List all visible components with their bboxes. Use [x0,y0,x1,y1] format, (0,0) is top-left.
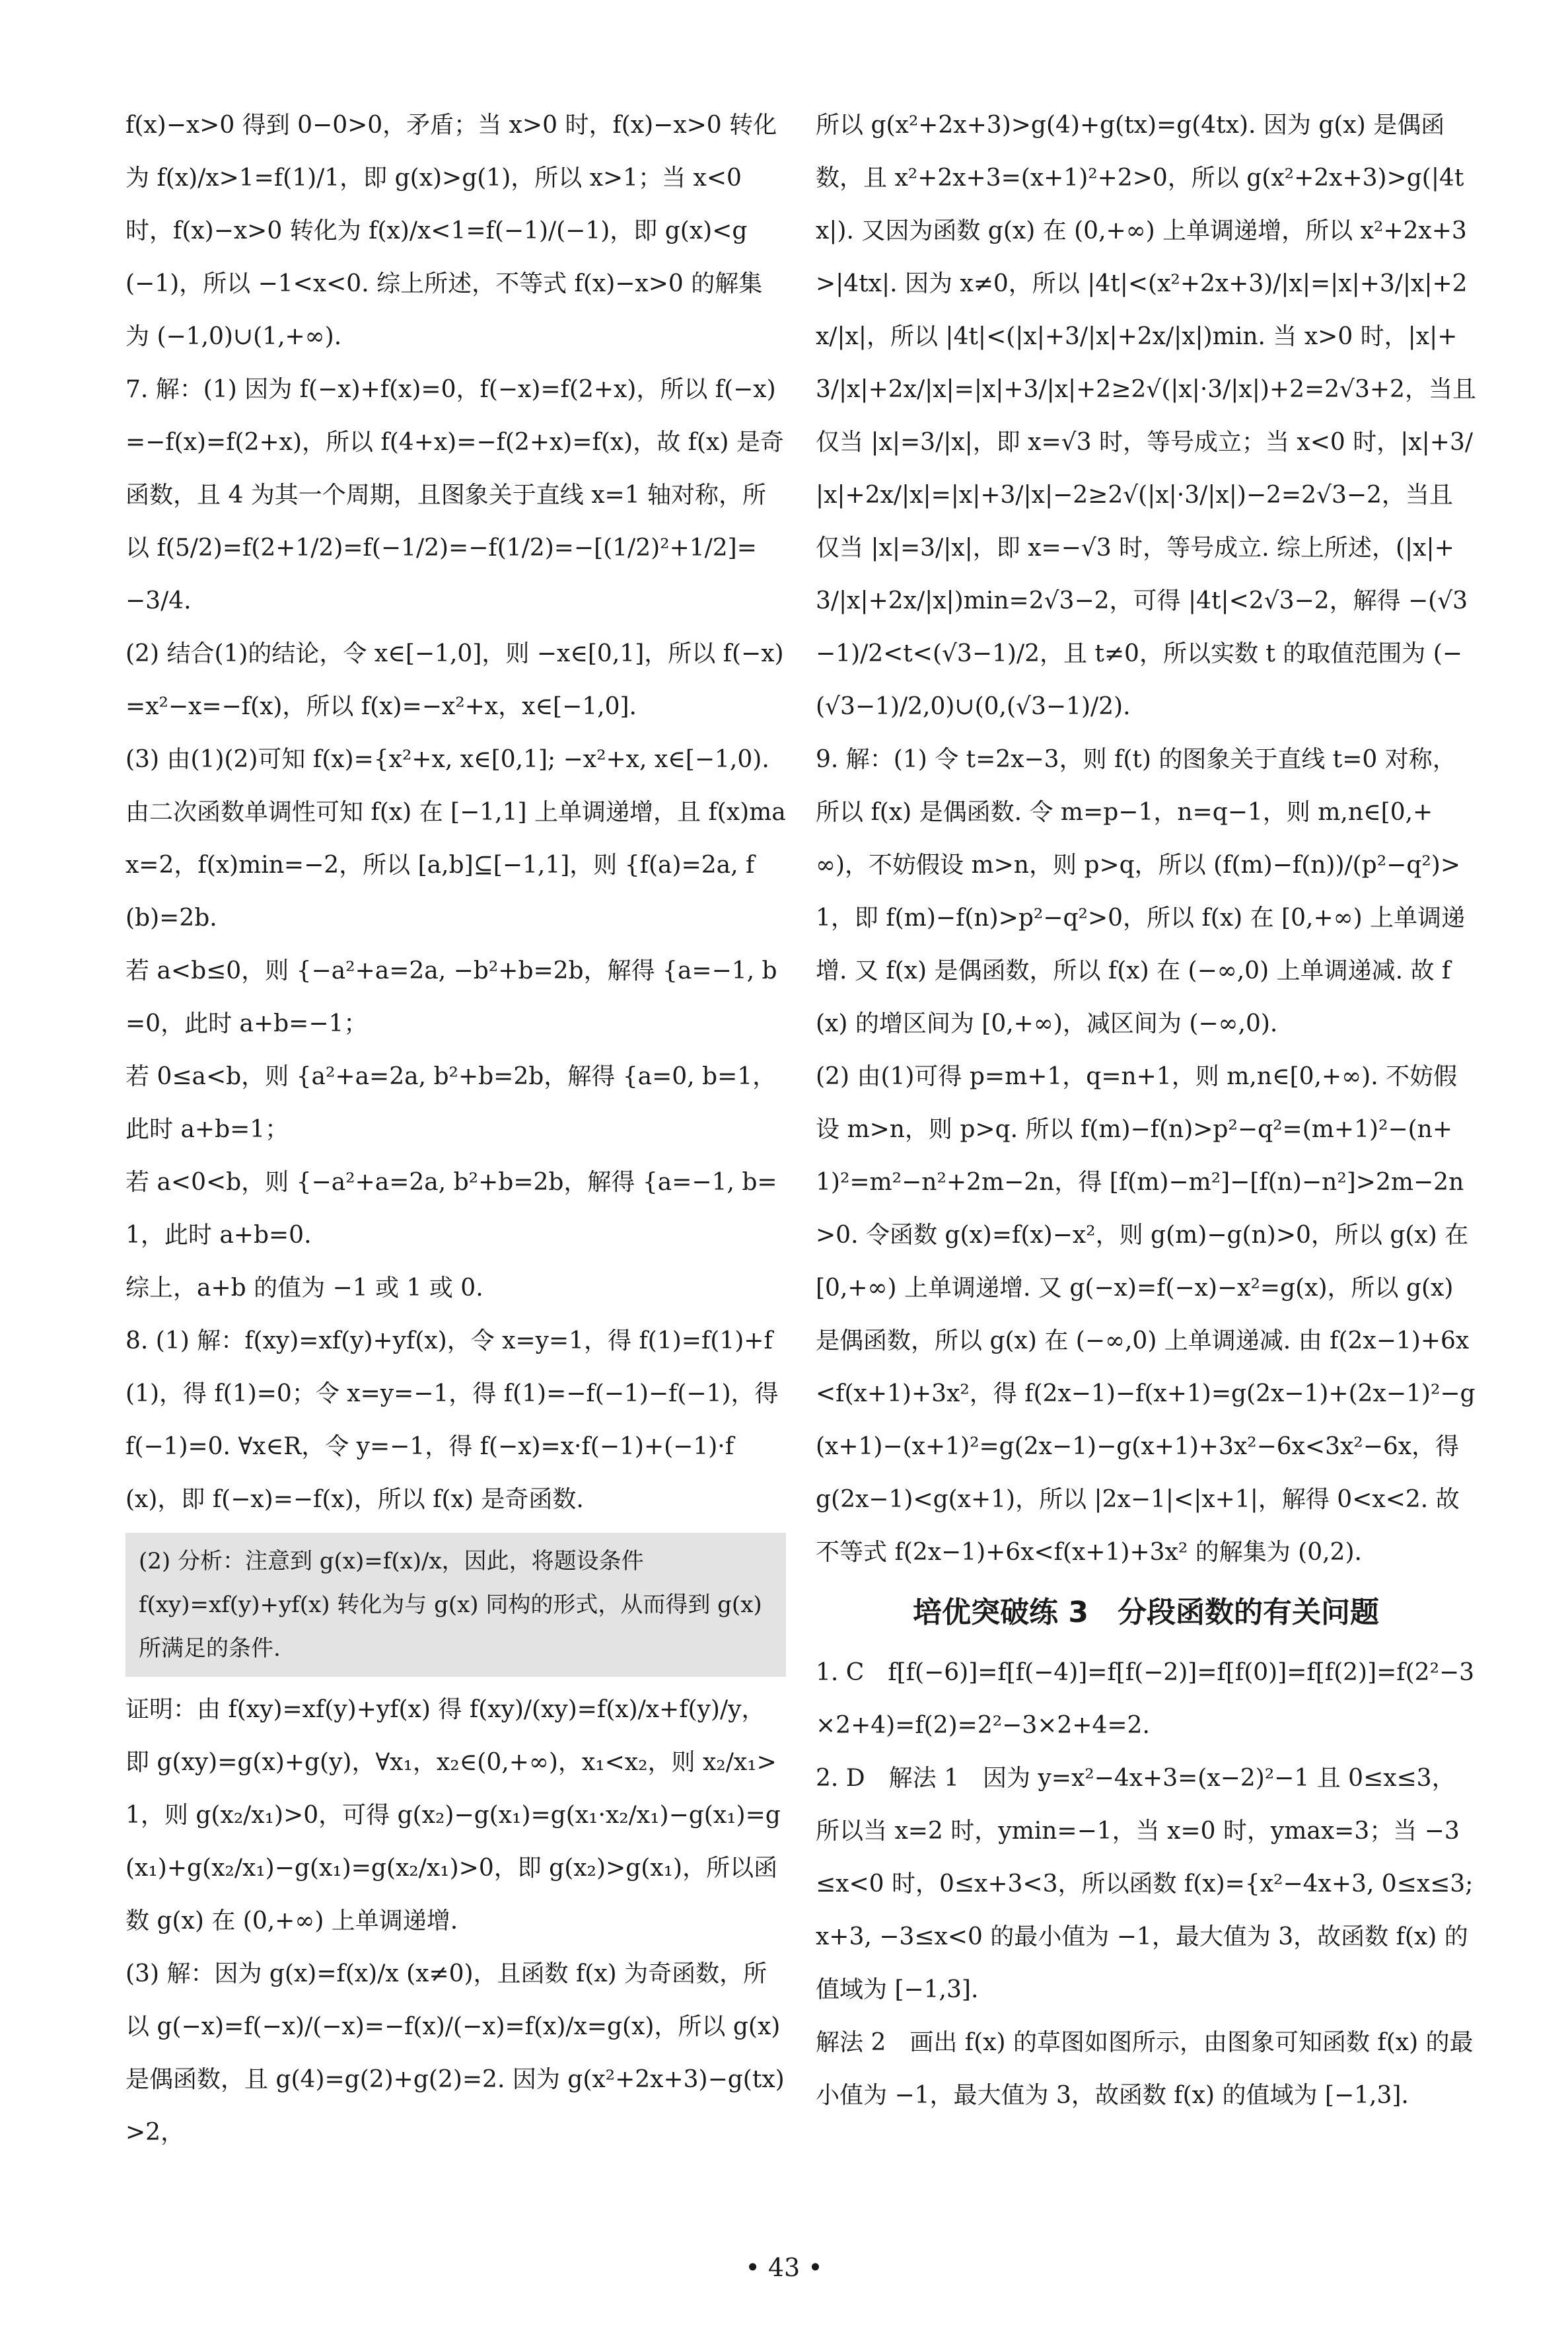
analysis-box: (2) 分析：注意到 g(x)=f(x)/x，因此，将题设条件 f(xy)=xf(y)+yf(x) 转化为与 g(x) 同构的形式，从而得到 g(x) 所满足的条件. [125,1533,786,1677]
proof-paragraph: 证明：由 f(xy)=xf(y)+yf(x) 得 f(xy)/(xy)=f(x)/x+f(y)/y，即 g(xy)=g(x)+g(y)，∀x₁，x₂∈(0,+∞)，x₁<x₂，则 x₂/x₁>1，则 g(x₂/x₁)>0，可得 g(x₂)−g(x₁)=g(x₁·x₂/x₁)−g(x₁)=g(x₁)+g(x₂/x₁)−g(x₁)=g(x₂/x₁)>0，即 g(x₂)>g(x₁)，所以函数 g(x) 在 (0,+∞) 上单调递增. [125,1696,781,1935]
paragraph: (2) 结合(1)的结论，令 x∈[−1,0]，则 −x∈[0,1]，所以 f(−x)=x²−x=−f(x)，所以 f(x)=−x²+x，x∈[−1,0]. [125,640,784,720]
problem-7: 7. 解：(1) 因为 f(−x)+f(x)=0，f(−x)=f(2+x)，所以 f(−x)=−f(x)=f(2+x)，所以 f(4+x)=−f(2+x)=f(x)，故 f(x) 是奇函数，且 4 为其一个周期，且图象关于直线 x=1 轴对称，所以 f(5/2)=f(2+1/2)=f(−1/2)=−f(1/2)=−[(1/2)²+1/2]=−3/4. [125,376,784,614]
paragraph: 所以 g(x²+2x+3)>g(4)+g(tx)=g(4tx). 因为 g(x) 是偶函数，且 x²+2x+3=(x+1)²+2>0，所以 g(x²+2x+3)>g(|4tx|). 又因为函数 g(x) 在 (0,+∞) 上单调递增，所以 x²+2x+3>|4tx|. 因为 x≠0，所以 |4t|<(x²+2x+3)/|x|=|x|+3/|x|+2x/|x|，所以 |4t|<(|x|+3/|x|+2x/|x|)min. 当 x>0 时，|x|+3/|x|+2x/|x|=|x|+3/|x|+2≥2√(|x|·3/|x|)+2=2√3+2，当且仅当 |x|=3/|x|，即 x=√3 时，等号成立；当 x<0 时，|x|+3/|x|+2x/|x|=|x|+3/|x|−2≥2√(|x|·3/|x|)−2=2√3−2，当且仅当 |x|=3/|x|，即 x=−√3 时，等号成立. 综上所述，(|x|+3/|x|+2x/|x|)min=2√3−2，可得 |4t|<2√3−2，解得 −(√3−1)/2<t<(√3−1)/2，且 t≠0，所以实数 t 的取值范围为 (−(√3−1)/2,0)∪(0,(√3−1)/2). [816,112,1476,720]
left-column [125,99,786,2159]
answer-2: 2. D 解法 1 因为 y=x²−4x+3=(x−2)²−1 且 0≤x≤3，所以当 x=2 时，ymin=−1，当 x=0 时，ymax=3；当 −3≤x<0 时，0≤x+3<3，所以函数 f(x)={x²−4x+3, 0≤x≤3; x+3, −3≤x<0 的最小值为 −1，最大值为 3，故函数 f(x) 的值域为 [−1,3]. [816,1765,1474,2003]
page-number: • 43 • [745,2253,823,2282]
paragraph: (3) 由(1)(2)可知 f(x)={x²+x, x∈[0,1]; −x²+x, x∈[−1,0). 由二次函数单调性可知 f(x) 在 [−1,1] 上单调递增，且 f(x)max=2，f(x)min=−2，所以 [a,b]⊆[−1,1]，则 {f(a)=2a, f(b)=2b. [125,746,786,932]
case-line: 若 a<b≤0，则 {−a²+a=2a, −b²+b=2b，解得 {a=−1, b=0，此时 a+b=−1； [125,957,777,1037]
case-line: 若 a<0<b，则 {−a²+a=2a, b²+b=2b，解得 {a=−1, b=1，此时 a+b=0. [125,1169,777,1249]
paragraph: 综上，a+b 的值为 −1 或 1 或 0. [125,1274,483,1302]
paragraph: f(x)−x>0 得到 0−0>0，矛盾；当 x>0 时，f(x)−x>0 转化为 f(x)/x>1=f(1)/1，即 g(x)>g(1)，所以 x>1；当 x<0 时，f(x)−x>0 转化为 f(x)/x<1=f(−1)/(−1)，即 g(x)<g(−1)，所以 −1<x<0. 综上所述，不等式 f(x)−x>0 的解集为 (−1,0)∪(1,+∞). [125,112,777,350]
paragraph: 解法 2 画出 f(x) 的草图如图所示，由图象可知函数 f(x) 的最小值为 −1，最大值为 3，故函数 f(x) 的值域为 [−1,3]. [816,2029,1474,2109]
problem-8: 8. (1) 解：f(xy)=xf(y)+yf(x)，令 x=y=1，得 f(1)=f(1)+f(1)，得 f(1)=0；令 x=y=−1，得 f(1)=−f(−1)−f(−1)，得 f(−1)=0. ∀x∈R，令 y=−1，得 f(−x)=x·f(−1)+(−1)·f(x)，即 f(−x)=−f(x)，所以 f(x) 是奇函数. [125,1327,779,1513]
right-column [816,99,1476,2122]
problem-9: 9. 解：(1) 令 t=2x−3，则 f(t) 的图象关于直线 t=0 对称，所以 f(x) 是偶函数. 令 m=p−1，n=q−1，则 m,n∈[0,+∞)，不妨假设 m>n，则 p>q，所以 (f(m)−f(n))/(p²−q²)>1，即 f(m)−f(n)>p²−q²>0，所以 f(x) 在 [0,+∞) 上单调递增. 又 f(x) 是偶函数，所以 f(x) 在 (−∞,0) 上单调递减. 故 f(x) 的增区间为 [0,+∞)，减区间为 (−∞,0). [816,746,1466,1037]
section-title: 培优突破练 3 分段函数的有关问题 [913,1596,1379,1629]
paragraph: (2) 由(1)可得 p=m+1，q=n+1，则 m,n∈[0,+∞). 不妨假设 m>n，则 p>q. 所以 f(m)−f(n)>p²−q²=(m+1)²−(n+1)²=m²−n²+2m−2n，得 [f(m)−m²]−[f(n)−n²]>2m−2n>0. 令函数 g(x)=f(x)−x²，则 g(m)−g(n)>0，所以 g(x) 在 [0,+∞) 上单调递增. 又 g(−x)=f(−x)−x²=g(x)，所以 g(x) 是偶函数，所以 g(x) 在 (−∞,0) 上单调递减. 由 f(2x−1)+6x<f(x+1)+3x²，得 f(2x−1)−f(x+1)=g(2x−1)+(2x−1)²−g(x+1)−(x+1)²=g(2x−1)−g(x+1)+3x²−6x<3x²−6x，得 g(2x−1)<g(x+1)，所以 |2x−1|<|x+1|，解得 0<x<2. 故不等式 f(2x−1)+6x<f(x+1)+3x² 的解集为 (0,2). [816,1063,1476,1566]
paragraph: (3) 解：因为 g(x)=f(x)/x (x≠0)，且函数 f(x) 为奇函数，所以 g(−x)=f(−x)/(−x)=−f(x)/(−x)=f(x)/x=g(x)，所以 g(x) 是偶函数，且 g(4)=g(2)+g(2)=2. 因为 g(x²+2x+3)−g(tx)>2， [125,1960,785,2146]
answer-1: 1. C f[f(−6)]=f[f(−4)]=f[f(−2)]=f[f(0)]=f[f(2)]=f(2²−3×2+4)=f(2)=2²−3×2+4=2. [816,1659,1475,1739]
case-line: 若 0≤a<b，则 {a²+a=2a, b²+b=2b，解得 {a=0, b=1，此时 a+b=1； [125,1063,777,1143]
